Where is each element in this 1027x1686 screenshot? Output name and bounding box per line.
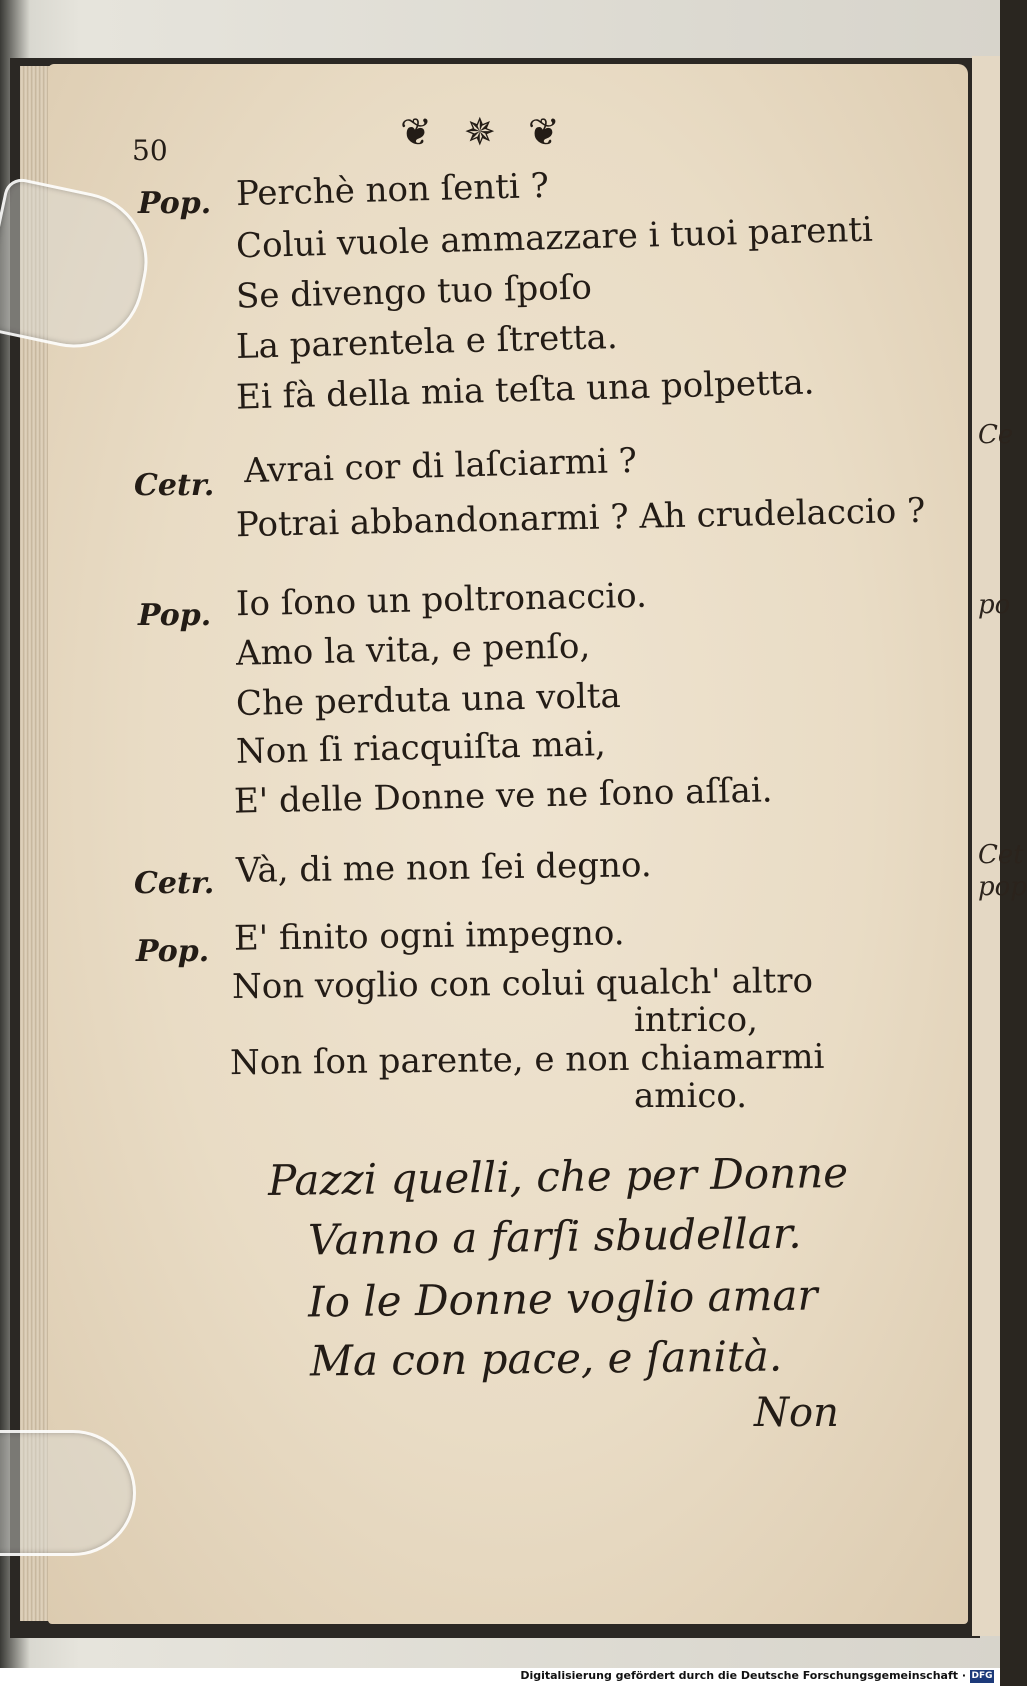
verse-line: E' finito ogni impegno. bbox=[233, 913, 625, 959]
aria-line: Ma con pace, e ſanità. bbox=[309, 1331, 783, 1386]
facing-page-fragment: po bbox=[978, 590, 1011, 620]
verse-line: Potrai abbandonarmi ? Ah crudelaccio ? bbox=[235, 490, 926, 546]
verse-line: Che perduta una volta bbox=[235, 675, 622, 725]
verse-line: Avrai cor di laſciarmi ? bbox=[243, 440, 638, 492]
verse-line: Amo la vita, e penſo, bbox=[235, 626, 591, 674]
facing-page-fragment: Cet bbox=[978, 840, 1024, 870]
verse-line-continuation: amico. bbox=[634, 1076, 748, 1116]
verse-line: Và, di me non ſei degno. bbox=[235, 845, 652, 891]
verse-line: La parentela e ſtretta. bbox=[235, 317, 619, 367]
verse-line: Io ſono un poltronaccio. bbox=[235, 575, 648, 625]
header-ornament: ❦ ✵ ❦ bbox=[400, 110, 570, 154]
verse-line: Perchè non ſenti ? bbox=[235, 165, 550, 215]
speaker-label: Cetr. bbox=[134, 866, 215, 901]
speaker-label: Pop. bbox=[138, 598, 212, 633]
dfg-logo: DFG bbox=[971, 1671, 993, 1681]
verse-line: Colui vuole ammazzare i tuoi parenti bbox=[235, 209, 874, 267]
verse-line: Se divengo tuo ſpoſo bbox=[235, 267, 593, 317]
footer-credit: Digitalisierung gefördert durch die Deutsche Forschungsgemeinschaft · bbox=[520, 1669, 966, 1682]
speaker-label: Pop. bbox=[138, 186, 212, 221]
facing-page-fragment: Ce bbox=[978, 420, 1014, 450]
aria-line: Vanno a farſi sbudellar. bbox=[307, 1208, 802, 1265]
verse-line: Non voglio con colui qualch' altro bbox=[231, 960, 814, 1008]
page-number: 50 bbox=[132, 134, 168, 167]
verse-line: Non ſi riacquiſta mai, bbox=[235, 724, 607, 772]
verse-line: E' delle Donne ve ne ſono aſſai. bbox=[233, 770, 773, 822]
speaker-label: Pop. bbox=[136, 934, 210, 969]
scanner-clip bbox=[0, 1430, 136, 1556]
catchword: Non bbox=[754, 1390, 839, 1436]
aria-line: Io le Donne voglio amar bbox=[307, 1270, 818, 1327]
verse-line-continuation: intrico, bbox=[634, 1000, 758, 1040]
aria-line: Pazzi quelli, che per Donne bbox=[267, 1147, 849, 1206]
facing-page-fragment: pop bbox=[978, 872, 1027, 902]
verse-line: Ei fà della mia teſta una polpetta. bbox=[235, 362, 815, 418]
speaker-label: Cetr. bbox=[134, 468, 215, 503]
verse-line: Non ſon parente, e non chiamarmi bbox=[229, 1036, 825, 1084]
